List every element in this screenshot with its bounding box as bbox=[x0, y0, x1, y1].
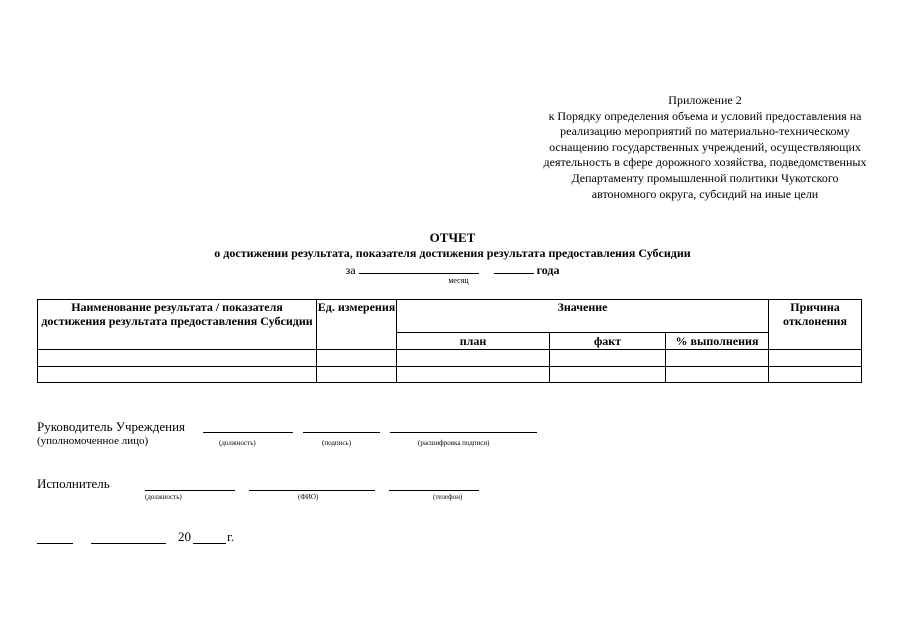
date-year-prefix: 20 bbox=[178, 529, 191, 544]
report-subtitle: о достижении результата, показателя достижения результата предоставления Субсидии bbox=[214, 246, 691, 260]
col-header-plan: план bbox=[397, 333, 550, 350]
table-row bbox=[38, 350, 862, 367]
exec-phone-line[interactable] bbox=[389, 490, 479, 491]
col-header-value: Значение bbox=[397, 300, 769, 333]
period-prefix: за bbox=[345, 263, 356, 277]
table-cell[interactable] bbox=[397, 350, 550, 367]
appendix-line-1: Приложение 2 bbox=[668, 93, 742, 107]
table-cell[interactable] bbox=[769, 367, 862, 383]
head-caption-signature: (подпись) bbox=[322, 439, 352, 447]
date-year-suffix: г. bbox=[227, 529, 235, 544]
executor-label: Исполнитель bbox=[37, 476, 110, 491]
head-decoding-line[interactable] bbox=[390, 432, 537, 433]
table-cell[interactable] bbox=[550, 367, 666, 383]
col-header-unit: Ед. измерения bbox=[317, 300, 397, 350]
exec-name-line[interactable] bbox=[249, 490, 375, 491]
date-month-line[interactable] bbox=[91, 543, 166, 544]
appendix-line-3: реализацию мероприятий по материально-техническому bbox=[560, 124, 850, 139]
month-blank[interactable] bbox=[359, 262, 479, 274]
date-day-line[interactable] bbox=[37, 543, 73, 544]
exec-caption-name: (ФИО) bbox=[298, 493, 319, 501]
table-cell[interactable] bbox=[666, 350, 769, 367]
table-cell[interactable] bbox=[38, 367, 317, 383]
table-cell[interactable] bbox=[38, 350, 317, 367]
table-cell[interactable] bbox=[666, 367, 769, 383]
appendix-line-6: Департаменту промышленной политики Чукотского bbox=[571, 170, 839, 185]
month-caption: месяц bbox=[448, 276, 469, 285]
report-table bbox=[37, 299, 862, 383]
table-cell[interactable] bbox=[317, 350, 397, 367]
head-signature-line[interactable] bbox=[303, 432, 380, 433]
col-header-reason: Причина отклонения bbox=[769, 300, 862, 350]
year-label: года bbox=[536, 263, 560, 277]
appendix-line-4: оснащению государственных учреждений, осуществляющих bbox=[549, 139, 861, 154]
exec-caption-phone: (телефон) bbox=[433, 493, 463, 501]
year-blank[interactable] bbox=[494, 262, 534, 274]
head-position-line[interactable] bbox=[203, 432, 293, 433]
col-header-fact: факт bbox=[550, 333, 666, 350]
appendix-line-5: деятельность в сфере дорожного хозяйства, подведомственных bbox=[543, 155, 867, 170]
table-row bbox=[38, 367, 862, 383]
col-header-percent: % выполнения bbox=[666, 333, 769, 350]
head-label: Руководитель Учреждения bbox=[37, 419, 186, 434]
appendix-line-7: автономного округа, субсидий на иные цели bbox=[591, 186, 819, 201]
table-cell[interactable] bbox=[550, 350, 666, 367]
col-header-name: Наименование результата / показателя достижения результата предоставления Субсидии bbox=[38, 300, 317, 350]
table-cell[interactable] bbox=[769, 350, 862, 367]
head-caption-position: (должность) bbox=[219, 439, 256, 447]
report-title: ОТЧЕТ bbox=[429, 230, 476, 245]
table-cell[interactable] bbox=[317, 367, 397, 383]
head-caption-decoding: (расшифровка подписи) bbox=[418, 439, 490, 447]
table-cell[interactable] bbox=[397, 367, 550, 383]
exec-caption-position: (должность) bbox=[145, 493, 182, 501]
head-sublabel: (уполномоченное лицо) bbox=[37, 435, 149, 447]
appendix-line-2: к Порядку определения объема и условий предоставления на bbox=[548, 108, 862, 123]
exec-position-line[interactable] bbox=[145, 490, 235, 491]
appendix-block bbox=[505, 93, 905, 202]
date-year-line[interactable] bbox=[193, 543, 226, 544]
